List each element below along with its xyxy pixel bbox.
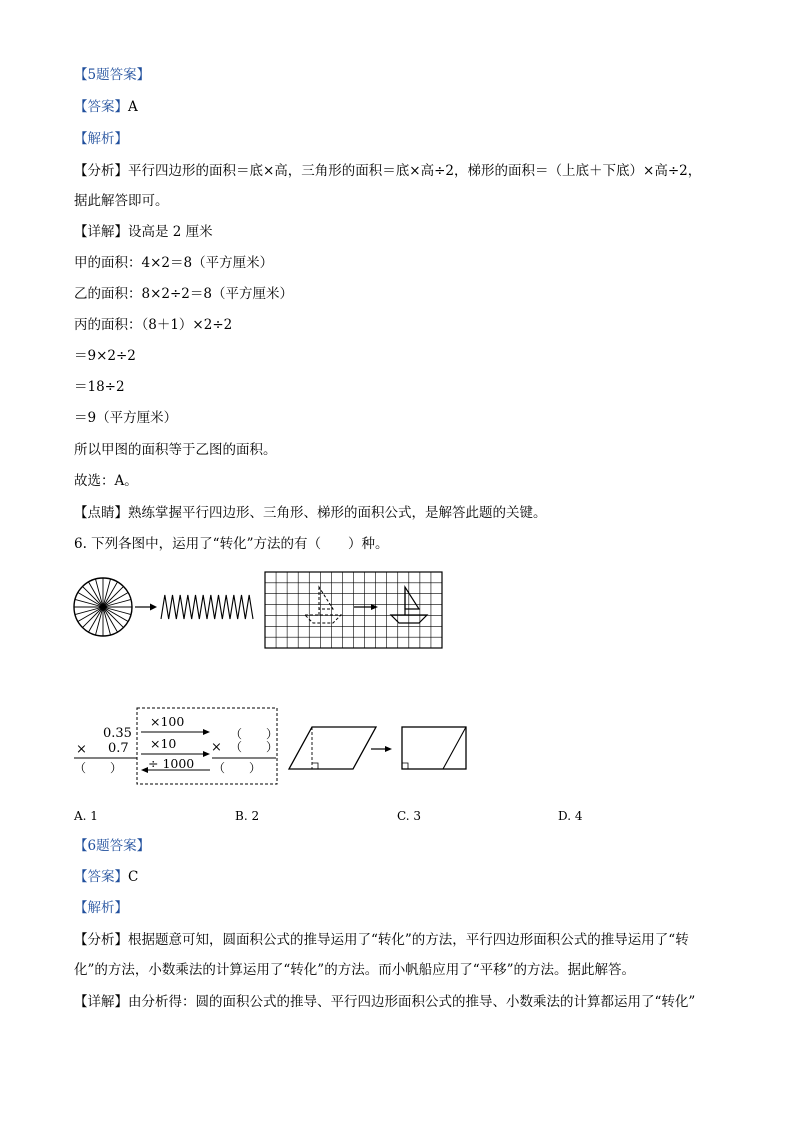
q5-xiangjie-line: 【详解】设高是 2 厘米 — [74, 224, 213, 240]
q6-question: 6. 下列各图中，运用了“转化”方法的有（ ）种。 — [74, 536, 389, 552]
factor-2: 0.7 — [108, 741, 129, 756]
product-blank-right: （ ） — [213, 761, 262, 775]
q5-fenxi-line-1: 【分析】平行四边形的面积＝底×高，三角形的面积＝底×高÷2，梯形的面积＝（上底＋下底）×高÷2， — [74, 163, 702, 179]
op-times-10: ×10 — [150, 736, 177, 751]
grid-sailboat-figure — [265, 572, 442, 648]
zigzag-strip-figure — [161, 595, 253, 619]
arrow-right-icon — [135, 604, 157, 611]
q6-answer-line: 【答案】C — [74, 869, 139, 885]
q5-analysis-header: 【解析】 — [74, 131, 128, 147]
product-blank-left: （ ） — [74, 761, 123, 775]
times-sign-left: × — [76, 742, 87, 757]
q5-step-8: 故选：A。 — [74, 473, 138, 489]
decimal-multiplication-figure — [74, 708, 278, 784]
q5-answer-header: 【5题答案】 — [74, 67, 151, 83]
op-times-100: ×100 — [150, 714, 185, 729]
q5-step-1: 甲的面积：4×2＝8（平方厘米） — [74, 255, 274, 271]
q5-step-4: ＝9×2÷2 — [74, 348, 136, 364]
q5-dianjing-line: 【点睛】熟练掌握平行四边形、三角形、梯形的面积公式，是解答此题的关键。 — [74, 505, 547, 521]
option-b: B. 2 — [235, 809, 260, 823]
q5-step-7: 所以甲图的面积等于乙图的面积。 — [74, 442, 277, 458]
q6-fenxi-line-2: 化”的方法，小数乘法的计算运用了“转化”的方法。而小帆船应用了“平移”的方法。据此解答。 — [74, 962, 636, 978]
q5-answer-line: 【答案】A — [74, 99, 138, 115]
option-c: C. 3 — [397, 809, 422, 823]
blank-top-right: （ ） — [230, 727, 279, 741]
q6-analysis-header: 【解析】 — [74, 900, 128, 916]
q6-fenxi-line-1: 【分析】根据题意可知，圆面积公式的推导运用了“转化”的方法，平行四边形面积公式的推导运用了“转 — [74, 932, 689, 948]
factor-1: 0.35 — [103, 726, 132, 741]
q5-step-5: ＝18÷2 — [74, 379, 125, 395]
q5-step-6: ＝9（平方厘米） — [74, 410, 178, 426]
op-divide-1000: ÷ 1000 — [148, 756, 195, 771]
blank-mid-right: （ ） — [230, 740, 279, 754]
q6-answer-header: 【6题答案】 — [74, 838, 151, 854]
times-sign-right: × — [211, 740, 222, 755]
q5-step-2: 乙的面积：8×2÷2＝8（平方厘米） — [74, 286, 293, 302]
option-a: A. 1 — [74, 809, 98, 823]
q5-step-3: 丙的面积：（8＋1）×2÷2 — [74, 317, 233, 333]
parallelogram-to-rectangle-figure — [289, 727, 466, 769]
option-d: D. 4 — [558, 809, 583, 823]
q5-fenxi-line-2: 据此解答即可。 — [74, 193, 169, 209]
circle-sectors-figure — [74, 578, 132, 636]
q6-xiangjie-line: 【详解】由分析得：圆的面积公式的推导、平行四边形面积公式的推导、小数乘法的计算都运用了“转化” — [74, 994, 696, 1010]
